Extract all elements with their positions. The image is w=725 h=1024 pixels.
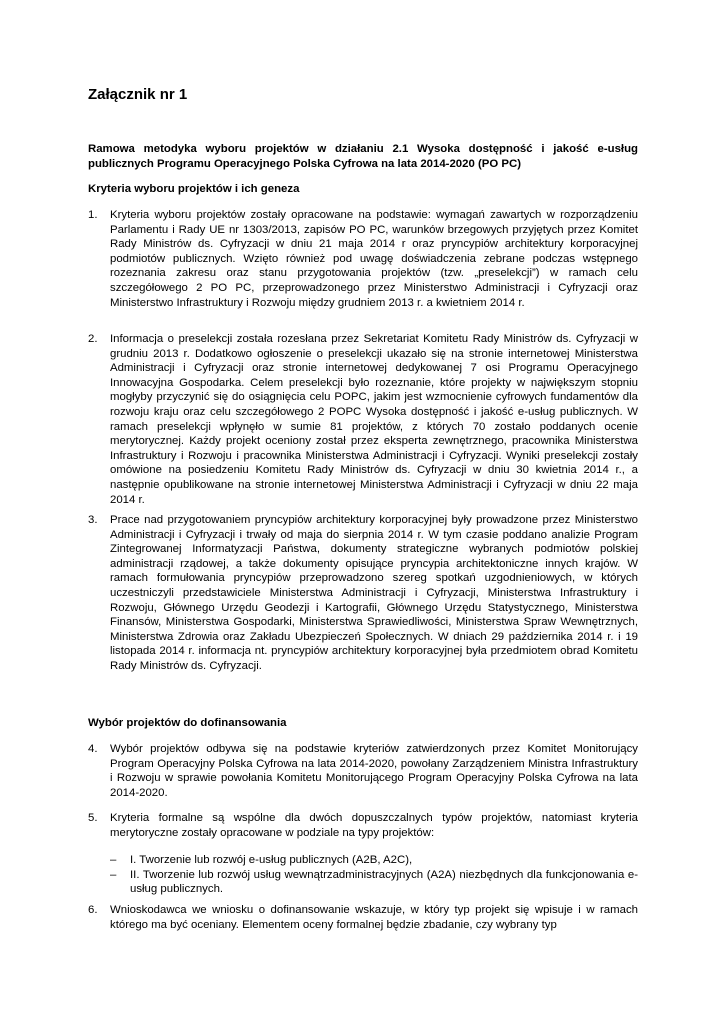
item-text: Prace nad przygotowaniem pryncypiów architektury korporacyjnej były prowadzone przez Ministerstwo Administracji i Cyfryzacji i trwały od maja do sierpnia 2014 r. W tym czasie poddano analizie Program Zintegrowanej Informatyzacji Państwa, dokumenty strategiczne wybranych podmiotów polskiej administracji rządowej, a także dokumenty opisujące pryncypia architektoniczne innych krajów. W ramach formułowania pryncypiów przeprowadzono szereg spotkań uzgodnieniowych, w których uczestniczyli przedstawiciele Ministerstwa Administracji i Cyfryzacji, Ministerstwa Infrastruktury i Rozwoju, Głównego Urzędu Geodezji i Kartografii, Głównego Urzędu Statystycznego, Ministerstwa Finansów, Ministerstwa Gospodarki, Ministerstwa Sprawiedliwości, Ministerstwa Spraw Wewnętrznych, Ministerstwa Zdrowia oraz Zakładu Ubezpieczeń Społecznych. W dniach 29 października 2014 r. i 19 listopada 2014 r. informacja nt. pryncypiów architektury korporacyjnej była przedmiotem obrad Komitetu Rady Ministrów ds. Cyfryzacji. <box>110 514 638 672</box>
dash-bullet: – <box>110 868 117 881</box>
list-item <box>88 742 638 800</box>
list-item <box>88 811 638 840</box>
project-type-list <box>110 853 638 897</box>
bullet-text: I. Tworzenie lub rozwój e-usług publicznych (A2B, A2C), <box>130 854 413 866</box>
item-number: 1. <box>88 209 98 221</box>
item-text: Wnioskodawca we wniosku o dofinansowanie wskazuje, w który typ projekt się wpisuje i w ramach którego ma być oceniany. Elementem oceny formalnej będzie zbadanie, czy wybrany typ <box>110 904 638 931</box>
document-title: Ramowa metodyka wyboru projektów w działaniu 2.1 Wysoka dostępność i jakość e-usług publicznych Programu Operacyjnego Polska Cyfrowa na lata 2014-2020 (PO PC) <box>88 143 638 170</box>
item-number: 3. <box>88 514 98 526</box>
bullet-item <box>110 868 638 897</box>
section-heading-selection: Wybór projektów do dofinansowania <box>88 717 287 729</box>
section-heading-criteria: Kryteria wyboru projektów i ich geneza <box>88 183 300 195</box>
item-text: Kryteria wyboru projektów zostały opracowane na podstawie: wymagań zawartych w rozporządzeniu Parlamentu i Rady UE nr 1303/2013, zapisów PO PC, warunków brzegowych przyjętych przez Komitet Rady Ministrów ds. Cyfryzacji w dniu 21 maja 2014 r oraz pryncypiów architektury korporacyjnej podmiotów publicznych. Wzięto również pod uwagę doświadczenia zebrane podczas wstępnego rozeznania zakresu oraz stanu przygotowania projektów (tzw. „preselekcji”) w ramach celu szczegółowego 2 PO PC, przeprowadzonego przez Ministerstwo Administracji i Cyfryzacji oraz Ministerstwo Infrastruktury i Rozwoju między grudniem 2013 r. a kwietniem 2014 r. <box>110 209 638 309</box>
list-item <box>88 332 638 507</box>
list-item <box>88 513 638 674</box>
bullet-item <box>110 853 638 868</box>
item-text: Informacja o preselekcji została rozesłana przez Sekretariat Komitetu Rady Ministrów ds. Cyfryzacji w grudniu 2013 r. Dodatkowo ogłoszenie o preselekcji ukazało się na stronie internetowej Ministerstwa Administracji i Cyfryzacji oraz stronie internetowej dedykowanej 7 osi Programu Operacyjnego Innowacyjna Gospodarka. Celem preselekcji było rozeznanie, które projekty w największym stopniu mogłyby przyczynić się do osiągnięcia celu POPC, jakim jest wzmocnienie cyfrowych fundamentów dla rozwoju kraju oraz celu szczegółowego 2 POPC Wysoka dostępność i jakość e-usług publicznych. W ramach preselekcji wpłynęło w sumie 81 projektów, z których 70 zostało poddanych ocenie merytorycznej. Każdy projekt oceniony został przez eksperta zewnętrznego, pracownika Ministerstwa Infrastruktury i Rozwoju i pracownika Ministerstwa Administracji i Cyfryzacji. Wyniki preselekcji zostały omówione na posiedzeniu Komitetu Rady Ministrów ds. Cyfryzacji w dniu 30 kwietnia 2014 r., a następnie opublikowane na stronie internetowej Ministerstwa Administracji i Cyfryzacji w dniu 22 maja 2014 r. <box>110 333 638 506</box>
item-number: 2. <box>88 333 98 345</box>
item-text: Kryteria formalne są wspólne dla dwóch dopuszczalnych typów projektów, natomiast kryteria merytoryczne zostały opracowane w podziale na typy projektów: <box>110 812 638 839</box>
item-number: 6. <box>88 904 98 916</box>
annex-heading: Załącznik nr 1 <box>88 86 188 103</box>
list-item <box>88 903 638 932</box>
dash-bullet: – <box>110 854 117 866</box>
bullet-text: II. Tworzenie lub rozwój usług wewnątrzadministracyjnych (A2A) niezbędnych dla funkcjonowania e-usług publicznych. <box>130 868 638 896</box>
item-text: Wybór projektów odbywa się na podstawie kryteriów zatwierdzonych przez Komitet Monitorujący Program Operacyjny Polska Cyfrowa na lata 2014-2020, powołany Zarządzeniem Ministra Infrastruktury i Rozwoju w sprawie powołania Komitetu Monitorującego Program Operacyjny Polska Cyfrowa na lata 2014-2020. <box>110 743 638 799</box>
item-number: 5. <box>88 812 98 824</box>
list-item <box>88 208 638 310</box>
item-number: 4. <box>88 743 98 755</box>
